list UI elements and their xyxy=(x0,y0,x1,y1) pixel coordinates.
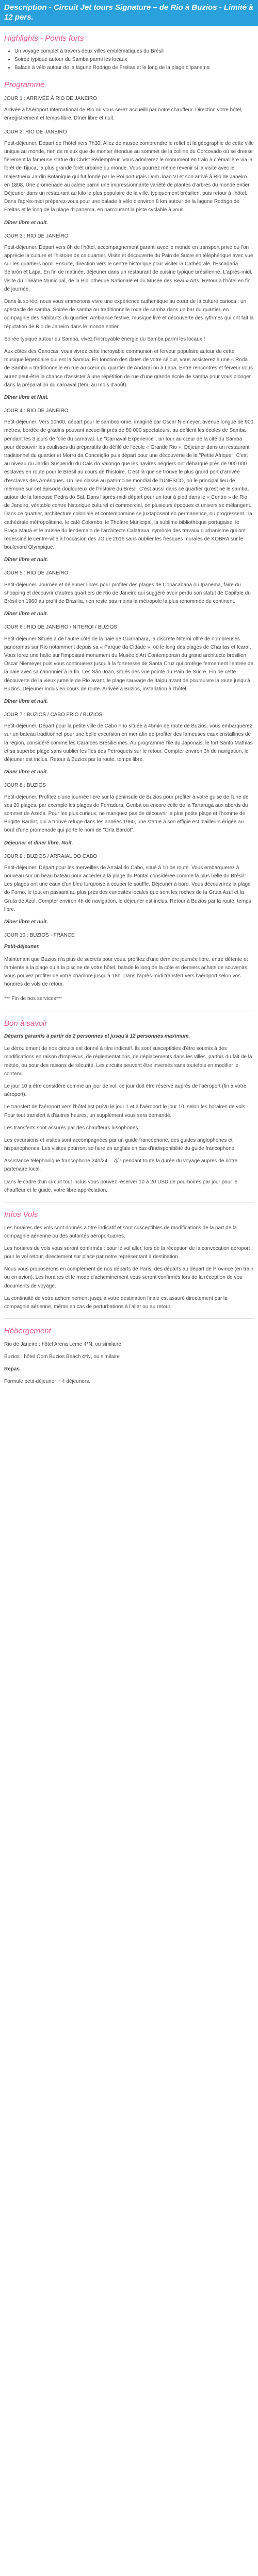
day-title: JOUR 9 : BUZIOS / ARRAIAL DO CABO xyxy=(4,853,98,859)
day-title: JOUR 7 : BUZIOS / CABO FRIO / BUZIOS xyxy=(4,712,103,718)
highlights-heading: Highlights - Points forts xyxy=(4,33,84,43)
meals-heading: Repas xyxy=(4,1366,20,1372)
day-title: JOUR 6 : RIO DE JANEIRO / NITEROI / BUZIOS xyxy=(4,624,117,631)
highlight-item: • Soirée typique autour du Samba parmi les locaux xyxy=(14,56,254,64)
bon-savoir-heading: Bon à savoir xyxy=(4,1019,47,1028)
day-body xyxy=(4,635,254,706)
bon-savoir-paragraph: Le déroulement de nos circuits est donné à titre indicatif. Ils sont susceptibles d'être soumis à des modifications en raison d'imprévus, de réglementations, de déplacements dans les villes, parfois du fait de la météo, ou pour des raisons de sécurité. Les circuits peuvent être inversés sans toutefois en modifier le contenu. xyxy=(4,1046,252,1077)
day-paragraph: Petit-déjeuner. Vers 10h00, départ pour le sambodrome, imaginé par Oscar Niemeyer, avenue longue de 900 mètres, bordée de gradins pouvant accueillir près de 80 000 spectateurs, au défilent les écoles de Samba pendant les 3 jours de folie du carnaval. Le "Carnaval Experience", un tour au cœur de la cité du Samba pour découvrir les coulisses du préparatifs du défilé de l'école « Grande Rio ». Déjeuner dans un restaurant traditionnel du quartier et Morro da Conceição puis départ pour une découverte de la "Petite Afrique". C'est au niveau du Jardin Suspendu du Cais do Valongo que les navires négriers ont débarqué près de 900 000 esclaves en route pour le Brésil au cours de l'histoire. C'est là que se trouve le plus grand port d'arrivée d'esclaves des Amériques. Un lieu classé au patrimoine mondial de l'UNESCO, où le principal lieu de mémoire sur cet épisode douloureux de l'histoire du Brésil. C'est aussi dans ce quartier qu'est né le samba, autour de la fameuse Pedra do Sal. Dans l'après-midi départ pour un tour à pied dans le « Centro » de Rio de Janeiro, véritable centre historique culturel et commercial, on plusieurs époques et univers se mélangent. Dans ce quartier, architecture coloniale et contemporaine se juxtaposent en permanence, ou progressent : la cathédrale métropolitaine, le café Colombo, le Théâtre Municipal, la sublime bibliothèque portugaise, le Praça Mauá et le musée du lendemain de l'architecte Calatrava, symbole des travaux d'urbanisme qui ont redessiné le centre-ville à l'occasion des JO de 2016 sans oublier les fresques murales de KOBRA sur le boulevard Olympique. xyxy=(4,419,254,551)
bon-savoir-paragraph: Les excursions et visites sont accompagnées par un guide francophone, des guides anglophones et hispanophones. Les visites pourront se faire en anglais en cas d'indisponibilité du guide francophone. xyxy=(4,1137,236,1152)
day-paragraph: Dîner libre et nuit. xyxy=(4,611,49,617)
divider xyxy=(4,1318,254,1319)
bon-savoir-paragraph: Assistance téléphonique francophone 24h/24 – 7j/7 pendant toute la durée du voyage auprès de notre partenaire local. xyxy=(4,1158,238,1173)
program-day xyxy=(4,407,254,564)
day-body xyxy=(4,722,254,776)
program-day xyxy=(4,128,254,227)
page-title: Description - Circuit Jet tours Signature – de Rio à Buzios - Limité à 12 pers. xyxy=(4,3,253,22)
day-paragraph: Petit-déjeuner. Journée et déjeuner libres pour profiter des plages de Copacabana ou Ipanema, faire du shopping et découvrir d'autres quartiers de Rio de Janeiro qui suggéré avoir perdu son statut de Capitale du Brésil en 1960 au profit de Brasilia, rien reste pas moins la métropole la plus renommée du continent. xyxy=(4,582,251,604)
hotel-item: Rio de Janeiro : hôtel Arena Leme 4*N, ou similaire xyxy=(4,1341,121,1347)
highlight-item: • Balade à vélo autour de la lagune Rodrigo de Freitas et le long de la plage d'Ipanema xyxy=(14,64,254,72)
bon-savoir-lead: Départs garantis à partir de 2 personnes et jusqu'à 12 personnes maximum. xyxy=(4,1033,190,1039)
day-body xyxy=(4,793,254,848)
day-paragraph: Petit-déjeuner Située à de l'autre côté de la baie de Guanabara, la discrète Niteroi offre de nombreuses panoramas sur Rio notamment depuis sa « Parque da Cidade », où le long des plages de Charitas et Icaraí. Vous ferez une halte sur l'imposant monument du Musée d'Art Contemporain du grand architecte brésilien Oscar Niemeyer puis vous continuerez jusqu'à la forteresse de Santa Cruz qui protège fermement l'entrée de la baie avec sa canonnier à la fin. Les São Joao, situés des vue pointe du Pain de Sucre. Fin de cette découverte de la vieux jumelle de Rio avant, le plage sauvage de Itaipu avant de poursuivre la route jusqu'à Buzios. Déjeuner inclus en cours de route. Arrivée à Buzios, installation à l'hôtel. xyxy=(4,636,253,692)
infos-vols-body xyxy=(4,1224,254,1312)
program-heading: Programme xyxy=(4,80,45,89)
day-paragraph: Arrivée à l'Aéroport International de Rio où vous serez accueilli par notre chauffeur. Direction votre hôtel, enregistrement et temps libre. Dîner libre et nuit. xyxy=(4,107,243,122)
day-body xyxy=(4,106,254,123)
highlights-list xyxy=(4,47,254,73)
hotel-item: Buzios : hôtel Oom Buzios Beach 4*N, ou similaire xyxy=(4,1353,120,1360)
infos-vols-paragraph: Les horaires de vols vous seront confirmés : pour le vol aller, lors de la réception de la convocation aéroport ; pour le vol retour, directement sur place par notre représentant à destination. xyxy=(4,1245,253,1260)
content xyxy=(0,33,258,1386)
program-day xyxy=(4,95,254,123)
day-body xyxy=(4,418,254,564)
program-footnote: *** Fin de nos services*** xyxy=(4,996,62,1002)
day-title: JOUR 4 : RIO DE JANEIRO xyxy=(4,408,69,414)
day-paragraph: Petit-déjeuner. Départ de l'hôtel vers 7h30. Allez de musée comprendre le relief et la géographie de cette ville unique au monde, rien de mieux que de monter étendue au sommet de la colline du Corcovado où se dresse fièrement la fameuse statue du Christ Rédempteur. Vous admirerez le monument en train à crémaillère via la forêt de Tijuca, la plus grande forêt urbaine du monde. Vous pourrez même revenir si la visite avec le majestueux Jardin Botanique qui fut fondé par le Roi portugais Dom Joao VI et son arrivé à Rio de Janeiro en 1808. Une promenade au calme parmi une impressionnante variété de plantes d'arbres du monde entier. Déjeuner dans un restaurant au kilo le plus populaire de la ville, typiquement brésilien, puis retour à l'hôtel. Dans l'après-midi préparez-vous pour une balade à vélo d'environ 8 km autour de la lagune Rodrigo de Freitas et le long de la plage d'Ipanema, en parcourant la piste cyclable à vous. xyxy=(4,140,254,213)
bon-savoir-paragraph: Le jour 10 a être considéré comme un jour de vol, ce jour doit être réservé auprès de l'aéroport (fin à votre aéroport). xyxy=(4,1083,247,1098)
day-body xyxy=(4,581,254,619)
day-paragraph: Dîner libre et nuit. xyxy=(4,698,49,704)
bon-savoir-paragraph: Le transfert de l'aéroport vers l'hôtel est prévu le jour 1 et à l'aéroport le jour 10, selon les horaires de vols. Pour tout transfert à d'autres heures, un supplément vous sera demandé. xyxy=(4,1104,247,1118)
day-paragraph: Petit-déjeuner. Départ pour les merveilles de Arraial do Cabo, situé à 1h de route. Vous embarquerez à nouveau sur un beau bateau pour accéder à la plage du Pontal considérée comme la plus belle du Brésil ! Les plages ont une eaux d'un bleu turquoise à couper le souffle. Déjeuner à bord. Vous découvrirez la plage do Forno, le tout en passant au plus près des curiosités locales que sont les roches de la Gruta Azul et la Gruta de Azul. Compter environ 4h de navigation, le déjeuner est inclus. Retour à Buzios par la route, temps libre. xyxy=(4,865,251,912)
day-paragraph: Dîner libre et nuit. xyxy=(4,769,49,775)
day-paragraph: Petit-déjeuner. xyxy=(4,944,40,950)
day-paragraph: Maintenant que Buzios n'a plus de secrets pour vous, profitez d'une dernière journée libre, entre détente et farniente à la plage ou à la piscine de votre hôtel, balade le long de la côte et derniers achats de souvenirs. Vous pouvez profiter de votre chambre jusqu'à 18h. Dans l'après-midi transfert vers l'aéroport selon vos horaires de vols de retour. xyxy=(4,956,249,988)
day-title: JOUR 1 : ARRIVÉE À RIO DE JANEIRO xyxy=(4,96,98,102)
day-paragraph: Petit-déjeuner. Profitez d'une journée libre sur la péninsule de Buzios pour profiter à votre guise de l'une de ses 20 plages, par exemple les plages de Ferradura, Geribá ou encore celle de la Tartaruga aux abords du sommet de Azeda. Pour les plus curieux, ne manquez pas de découvrir la plus petite plage et l'homme de Brigitte Bardot, qui a trouvé refuge dans les années 1960, une statue à son effigie est d'ailleurs érigée au bord d'une promenade qui porte le nom de "Orla Bardot". xyxy=(4,794,249,834)
day-title: JOUR 3 : RIO DE JANEIRO xyxy=(4,233,69,239)
hebergement-body xyxy=(4,1341,254,1386)
meals-text: Formule petit-déjeuner + 4 déjeuners. xyxy=(4,1379,91,1385)
program-day xyxy=(4,711,254,776)
day-body xyxy=(4,140,254,227)
bon-savoir-paragraph: Dans le cadre d'un circuit tout inclus vous pouvez réserver 10 à 20 USD de pourboires par jour pour le chauffeur et le guide, votre libre appréciation. xyxy=(4,1179,238,1193)
bon-savoir-paragraph: Les transferts sont assurés par des chauffeurs lusophones. xyxy=(4,1125,140,1131)
infos-vols-heading: Infos Vols xyxy=(4,1210,38,1219)
highlight-item: • Un voyage complet à travers deux villes emblématiques du Brésil xyxy=(14,47,254,56)
program-day xyxy=(4,569,254,618)
day-body xyxy=(4,943,254,989)
day-paragraph: Petit-déjeuner. Départ vers 8h de l'hôtel, accompagnement garanti avec le monde en transport privé où l'on apprécie la culture et l'histoire de ce quartier. Visite et découverte du Pain de Sucre en téléphérique avec vue sur les quartiers nord. Ensuite, direction vers le centre historique pour visiter la Cathédrale, l'Escadaria Selarón et Lapa. En fin de matinée, déjeuner dans un restaurant de cuisine typique brésilienne. L'après-midi, visite du Théâtre Municipal, de la Bibliothèque Nationale et du Musée des Beaux-Arts. Retour à l'hôtel en fin de journée. xyxy=(4,244,253,292)
day-body xyxy=(4,864,254,926)
program-day xyxy=(4,853,254,927)
day-paragraph: Aux côtés des Cariocas, vous vivrez cette incroyable communion et ferveur populaire autour de cette musique légendaire qui est la Samba. En fonction des dates de votre séjour, vous assisterez à une « Roda de Samba » traditionnelle en rue au cœur du quartier de Andaraí ou à Lapa. Entre rencontres et ferveur vous aurez peut-être la chance d'assister à une répétition de rue d'une grande école de samba pour vous plonger dans la préparation du carnaval (tenu au mois d'août). xyxy=(4,348,253,388)
program-day xyxy=(4,232,254,402)
bon-savoir-body xyxy=(4,1032,254,1195)
infos-vols-paragraph: Nous vous proposerons en complément de nos départs de Paris, des départs au départ de Province (en train ou en avion). Les horaires et le mode d'acheminement vous seront confirmés lors de la réception de vos documents de voyage. xyxy=(4,1266,254,1289)
day-paragraph: Dîner libre et nuit. xyxy=(4,919,49,925)
infos-vols-paragraph: La continuité de votre acheminement jusqu'à votre destination finale est assuré directement par la compagnie aérienne, même en cas de perturbations à l'aller ou au retour. xyxy=(4,1295,228,1310)
hebergement-heading: Hébergement xyxy=(4,1327,51,1336)
program-day xyxy=(4,623,254,706)
day-paragraph: Dîner libre et nuit. xyxy=(4,557,49,563)
program-day xyxy=(4,931,254,989)
day-paragraph: Déjeuner et dîner libre, Nuit. xyxy=(4,840,73,846)
day-paragraph: Dîner libre et nuit. xyxy=(4,219,49,226)
day-paragraph: Dîner libre et Nuit. xyxy=(4,394,49,400)
day-title: JOUR 2: RIO DE JANEIRO xyxy=(4,129,67,135)
program-day xyxy=(4,782,254,847)
day-title: JOUR 10 : BUZIOS - FRANCE xyxy=(4,933,75,939)
day-paragraph: Dans la soirée, nous vous emmenons vivre une expérience authentique au cœur de la culture carioca : un spectacle de samba. Soirée de samba ou traditionnelle roda de samba dans un bar du quartier, en compagnie des habitants du quartier. Ambiance festive, musique live et découverte des rythmes qui ont fait la réputation de Rio de Janeiro dans le monde entier. xyxy=(4,299,254,330)
day-paragraph: Soirée typique autour du Samba, vivez l'incroyable énergie du Samba parmi les locaux ! xyxy=(4,336,205,342)
day-title: JOUR 8 : BUZIOS xyxy=(4,783,46,789)
day-paragraph: Petit-déjeuner. Départ pour la petite ville de Cabo Frio située à 45min de route de Buzios, vous embarquerez sur un bateau traditionnel pour une belle excursion en mer afin de profiter des fameuses eaux cristallines de la région, considéré comme les Caraïbes Brésiliennes. Au programme l'île du Japonais, le fort Santo Mathias et sa superbe plage sans oublier les îles des Perroquets sur le retour. Compter environ 3h de navigation, le déjeuner est inclus. Retour à Buzios par la route, temps libre. xyxy=(4,723,253,762)
day-title: JOUR 5 : RIO DE JANEIRO xyxy=(4,570,69,577)
infos-vols-paragraph: Les horaires des vols sont donnés à titre indicatif et sont susceptibles de modifications de la part de la compagnie aérienne ou des autorités aéroportuaires. xyxy=(4,1225,237,1239)
day-body xyxy=(4,244,254,402)
page-title-banner xyxy=(0,0,258,26)
